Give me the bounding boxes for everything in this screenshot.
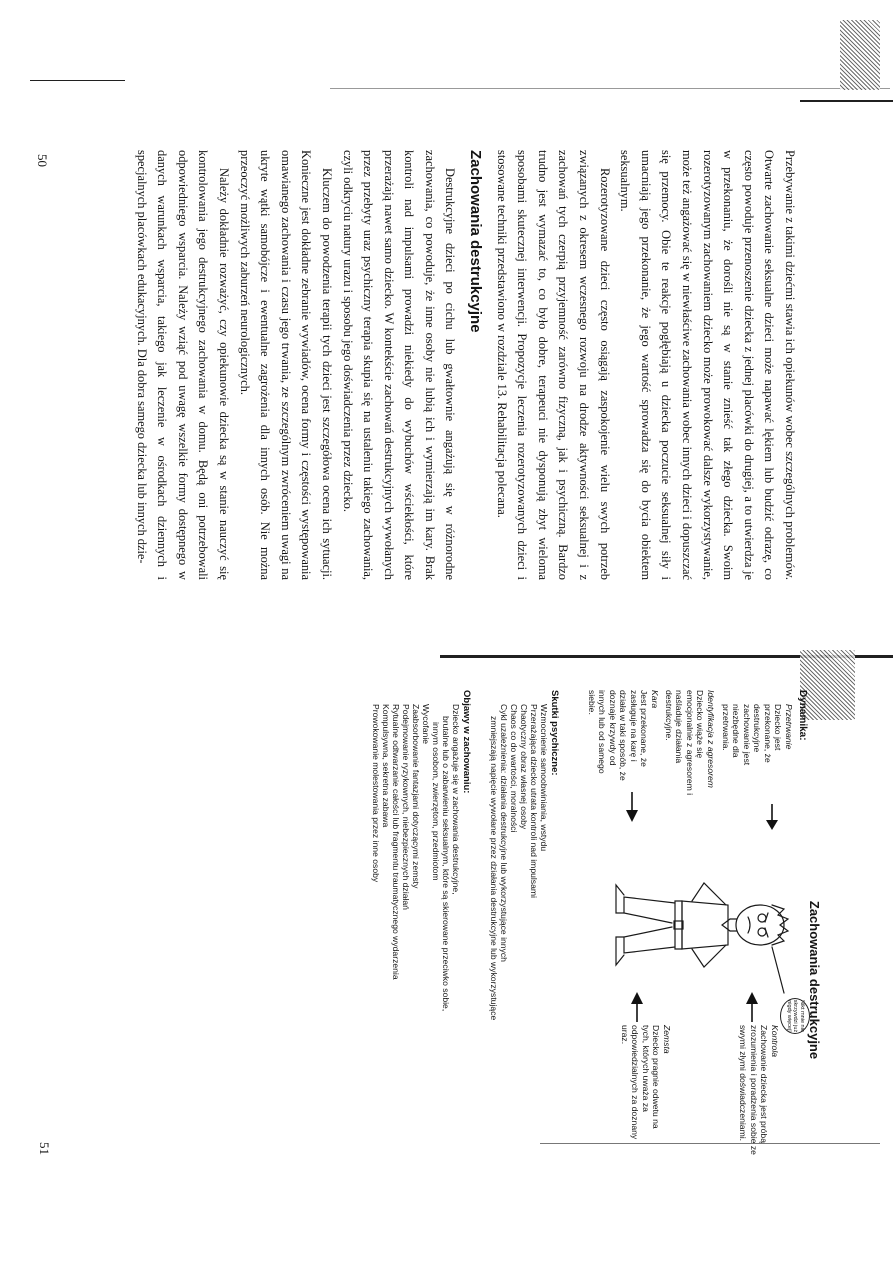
annotation-title: Kontrola [770,1025,780,1058]
annotation-text: Dziecko pragnie odwetu na tych, których uważa za odpowiedzialnych za doznany uraz. [620,1025,662,1140]
list-item: Chaos co do wartości, moralności [509,704,519,833]
list-item: Cykl uzależnienia: działania destrukcyjne lub wykorzystujące innych [499,704,509,962]
paragraph: Przebywanie z takimi dziećmi stawia ich opiekunów wobec szczególnych problemów. Otwarte zachowanie seksualne dzieci może napawać lękiem lub budzić odrazę, co często powoduje przenoszenie dziecka z jednej placówki do drugiej, a to utwierdza je w przekonaniu, że dorośli nie są w stanie znieść tak złego dziecka. Swoim rozerotyzowanym zachowaniem dziecko może prowokować dalsze wykorzystywanie, może też angażować się w niewłaściwe zachowania wobec innych dzieci i dopuszczać się przemocy. Obie te reakcje pogłębiają u dziecka poczucie seksualnej siły i umacniają jego przekonanie, że jego wartość sprowadza się do bycia obiektem seksualnym. [618,150,797,580]
annotation-kontrola [738,1025,780,1155]
annotation-przetrwanie [721,704,795,799]
annotation-kara [587,690,661,785]
list-item: Chaotyczny obraz własnej osoby [519,704,529,830]
annotation-text: Zachowanie dziecka jest próbą zrozumienia i poradzenia sobie ze swymi złymi doświadczeniami. [738,1025,770,1155]
arrow-icon [762,802,782,832]
arrow-icon [742,990,762,1024]
psychological-effects-section [489,690,560,1130]
annotation-text: Dziecko wiąże się emocjonalnie z agresorem i naśladuje działania destrukcyjne. [664,690,706,796]
paragraph: Kluczem do powodzenia terapii tych dzieci jest szczegółowa ocena ich sytuacji. Konieczne jest dokładne zebranie wywiadów, ocena formy i częstości występowania omawianego zachowania i czasu jego trwania, ze szczególnym zwróceniem uwagi na ukryte wątki samobójcze i ewentualne zagrożenia dla innych osób. Nie można przeoczyć możliwych zaburzeń neurologicznych. [237,150,334,580]
page-number-right: 51 [37,1142,52,1155]
list-item: Dziecko angażuje się w zachowania destrukcyjne, [451,704,461,895]
list-item: Kompulsywna, sekretna zabawa [381,704,391,828]
scan-artifact-line [800,100,893,102]
annotation-title: Kara [650,690,660,709]
scan-artifact-line [330,88,890,89]
section-label: Skutki psychiczne: [549,690,560,776]
list-item: Zaabsorbowanie fantazjami dotyczącymi zemsty [411,704,421,889]
section-heading: Zachowania destrukcyjne [467,150,485,333]
paragraph: Należy dokładnie rozważyć, czy opiekunowie dziecka są w stanie nauczyć się kontrolowania jego destrukcyjnego zachowania w domu. Będą oni potrzebowali odpowiedniego wsparcia. Należy wziąć pod uwagę wszelkie formy dostępnego w danych warunkach wsparcia, takiego jak leczenie w ośrodkach dziennych i specjalnych placówkach edukacyjnych. Dla dobra samego dziecka lub innych dzie- [134,150,231,580]
speech-bubble: Nikt mnie nie skrzywdzi już nigdy więcej! [780,998,810,1034]
left-page-body [131,150,800,580]
right-page [32,690,822,1160]
list-item: brutalne lub o zabarwieniu seksualnym, które są skierowane przeciwko sobie, [441,716,451,1012]
paragraph: Destrukcyjne dzieci po cichu lub gwałtownie angażują się w różnorodne zachowania, co powoduje, że inne osoby nie lubią ich i wymierzają im kary. Brak kontroli nad impulsami prowadzi niekiedy do wybuchów wściekłości, które przerażają nawet samo dziecko. W kontekście zachowań destrukcyjnych wywołanych przez przebyty uraz psychiczny terapia skupia się na ustaleniu takiego zachowania, czyli odkryciu natury urazu i sposobu jego doświadczenia przez dziecko. [340,150,458,580]
list-item: zmniejszają napięcie wywołane przez działania destrukcyjne lub wykorzystujące [489,716,499,1021]
arrow-icon [627,990,647,1024]
annotation-title: Przetrwanie [784,704,794,750]
annotation-text: Dziecko jest przekonane, że destrukcyjne zachowanie jest niezbędne dla przetrwania. [721,704,784,766]
page-number-left: 50 [35,154,50,167]
behavioral-symptoms-section [371,690,472,1160]
annotation-text: Jest przekonane, że zasługuje na karę i działa w taki sposób, że doznaje krzywdy od innych lub od samego siebie. [587,690,650,781]
list-item: Podejmowanie ryzykownych, niebezpiecznych działań [401,704,411,910]
list-item: Wycofanie [421,704,431,745]
list-item: Rytualne odtwarzanie całości lub fragmentu traumatycznego wydarzenia [391,704,401,980]
list-item: Wzmocnienie samoobwiniania, wstydu [539,704,549,852]
annotation-title: Zemsta [662,1025,672,1054]
infographic-title: Zachowania destrukcyjne [807,900,822,1060]
list-item: innym osobom, zwierzętom, przedmiotom [431,722,441,881]
section-label: Objawy w zachowaniu: [461,690,472,794]
list-item: Przerażająca dziecko utrata kontroli nad impulsami [529,704,539,898]
scan-artifact-line [30,80,125,81]
effects-list [489,690,549,1130]
annotation-zemsta [620,1025,673,1145]
dynamics-label: Dynamika: [797,690,808,741]
annotation-title: Identyfikacja z agresorem [706,690,716,788]
scan-artifact-speckle [840,20,880,90]
annotation-identyfikacja [664,690,717,800]
paragraph: Rozerotyzowane dzieci często osiągają zaspokojenie wielu swych potrzeb związanych z okresem wczesnego rozwoju na drodze aktywności seksualnej i z zachowań tych czerpią przyjemność zarówno fizyczną, jak i psychiczną. Bardzo trudno jest wymazać to, co było dobre, terapeuci nie dysponują zbyt wieloma sposobami skutecznej interwencji. Propozycje leczenia rozerotyzowanych dzieci i stosowane techniki przedstawiono w rozdziale 13. Rehabilitacja polecana. [494,150,612,580]
symptoms-list [371,690,461,1160]
list-item: Prowokowanie molestowania przez inne osoby [371,704,381,883]
arrow-icon [622,790,642,824]
